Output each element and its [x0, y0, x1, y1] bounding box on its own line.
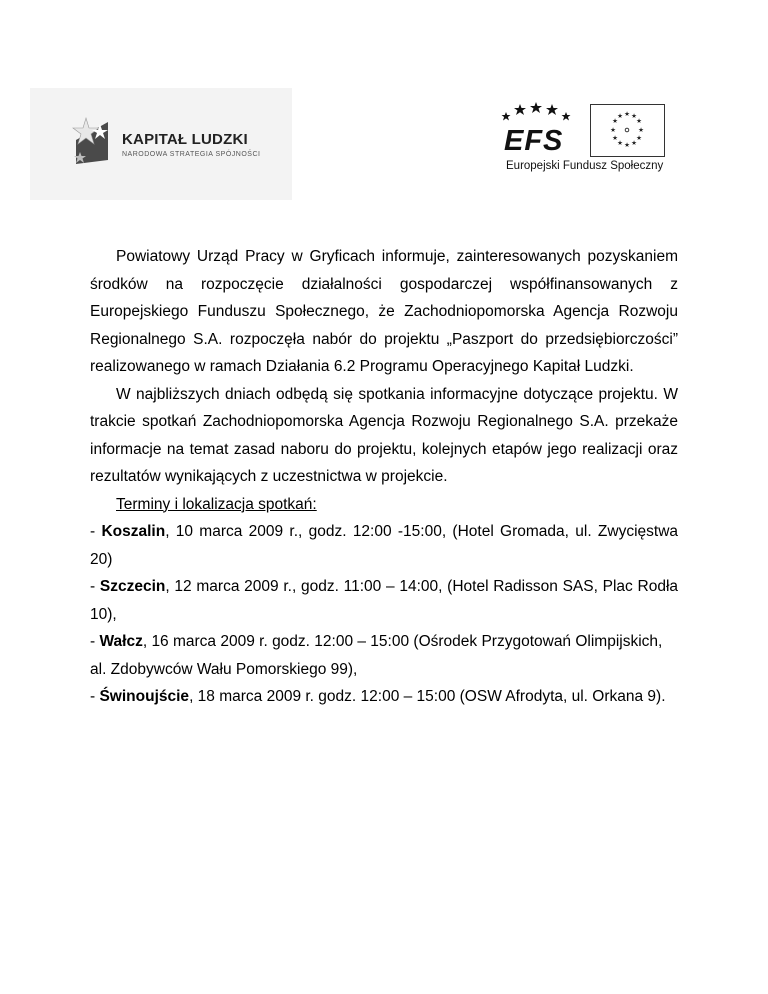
- announcement-body: [90, 243, 678, 711]
- svg-text:★: ★: [631, 139, 637, 147]
- svg-text:★: ★: [617, 112, 623, 120]
- svg-text:★: ★: [612, 134, 618, 142]
- kapital-ludzki-emblem-icon: [70, 108, 130, 168]
- schedule-city: Wałcz: [99, 633, 143, 650]
- schedule-city: Szczecin: [99, 578, 166, 595]
- schedule-heading: Terminy i lokalizacja spotkań:: [116, 495, 317, 513]
- kapital-ludzki-logo: [30, 88, 292, 200]
- svg-text:★: ★: [636, 117, 642, 125]
- schedule-item-swinoujscie: - Świnoujście, 18 marca 2009 r. godz. 12:00 – 15:00 (OSW Afrodyta, ul. Orkana 9).: [90, 688, 666, 705]
- schedule-city: Świnoujście: [99, 688, 190, 705]
- schedule-item-koszalin: - Koszalin, 10 marca 2009 r., godz. 12:00 -15:00, (Hotel Gromada, ul. Zwycięstwa 20): [90, 523, 679, 568]
- meetings-info-paragraph: W najbliższych dniach odbędą się spotkania informacyjne dotyczące projektu. W trakcie spotkań Zachodniopomorska Agencja Rozwoju Regionalnego S.A. przekaże informacje na temat zasad naboru do projektu, kolejnych etapów jego realizacji oraz rezultatów wynikających z uczestnictwa w projekcie.: [90, 385, 678, 485]
- svg-text:★: ★: [617, 139, 623, 147]
- svg-text:★: ★: [638, 126, 644, 134]
- intro-paragraph: Powiatowy Urząd Pracy w Gryficach informuje, zainteresowanych pozyskaniem środków na rozpoczęcie działalności gospodarczej współfinansowanych z Europejskiego Funduszu Społecznego, że Zachodniopomorska Agencja Rozwoju Regionalnego S.A. rozpoczęła nabór do projektu „Paszport do przedsiębiorczości” realizowanego w ramach Działania 6.2 Programu Operacyjnego Kapitał Ludzki.: [90, 248, 678, 375]
- efs-wordmark-icon: [498, 100, 580, 156]
- eu-flag-icon: [590, 104, 665, 157]
- kapital-ludzki-title: KAPITAŁ LUDZKI: [122, 131, 248, 148]
- svg-text:★: ★: [624, 110, 630, 118]
- svg-text:★: ★: [624, 141, 630, 149]
- schedule-city: Koszalin: [101, 523, 166, 540]
- svg-text:★: ★: [631, 112, 637, 120]
- svg-text:★: ★: [636, 134, 642, 142]
- kapital-ludzki-subtitle: NARODOWA STRATEGIA SPÓJNOŚCI: [122, 151, 261, 158]
- efs-logo: [498, 100, 678, 180]
- efs-caption: Europejski Fundusz Społeczny: [506, 160, 664, 172]
- svg-text:★: ★: [612, 117, 618, 125]
- svg-text:★: ★: [610, 126, 616, 134]
- schedule-item-szczecin: - Szczecin, 12 marca 2009 r., godz. 11:00 – 14:00, (Hotel Radisson SAS, Plac Rodła 10),: [90, 578, 679, 623]
- schedule-item-walcz-address: al. Zdobywców Wału Pomorskiego 99),: [90, 660, 358, 678]
- svg-text:EFS: EFS: [504, 125, 564, 156]
- schedule-item-walcz: - Wałcz, 16 marca 2009 r. godz. 12:00 – 15:00 (Ośrodek Przygotowań Olimpijskich,: [90, 633, 663, 650]
